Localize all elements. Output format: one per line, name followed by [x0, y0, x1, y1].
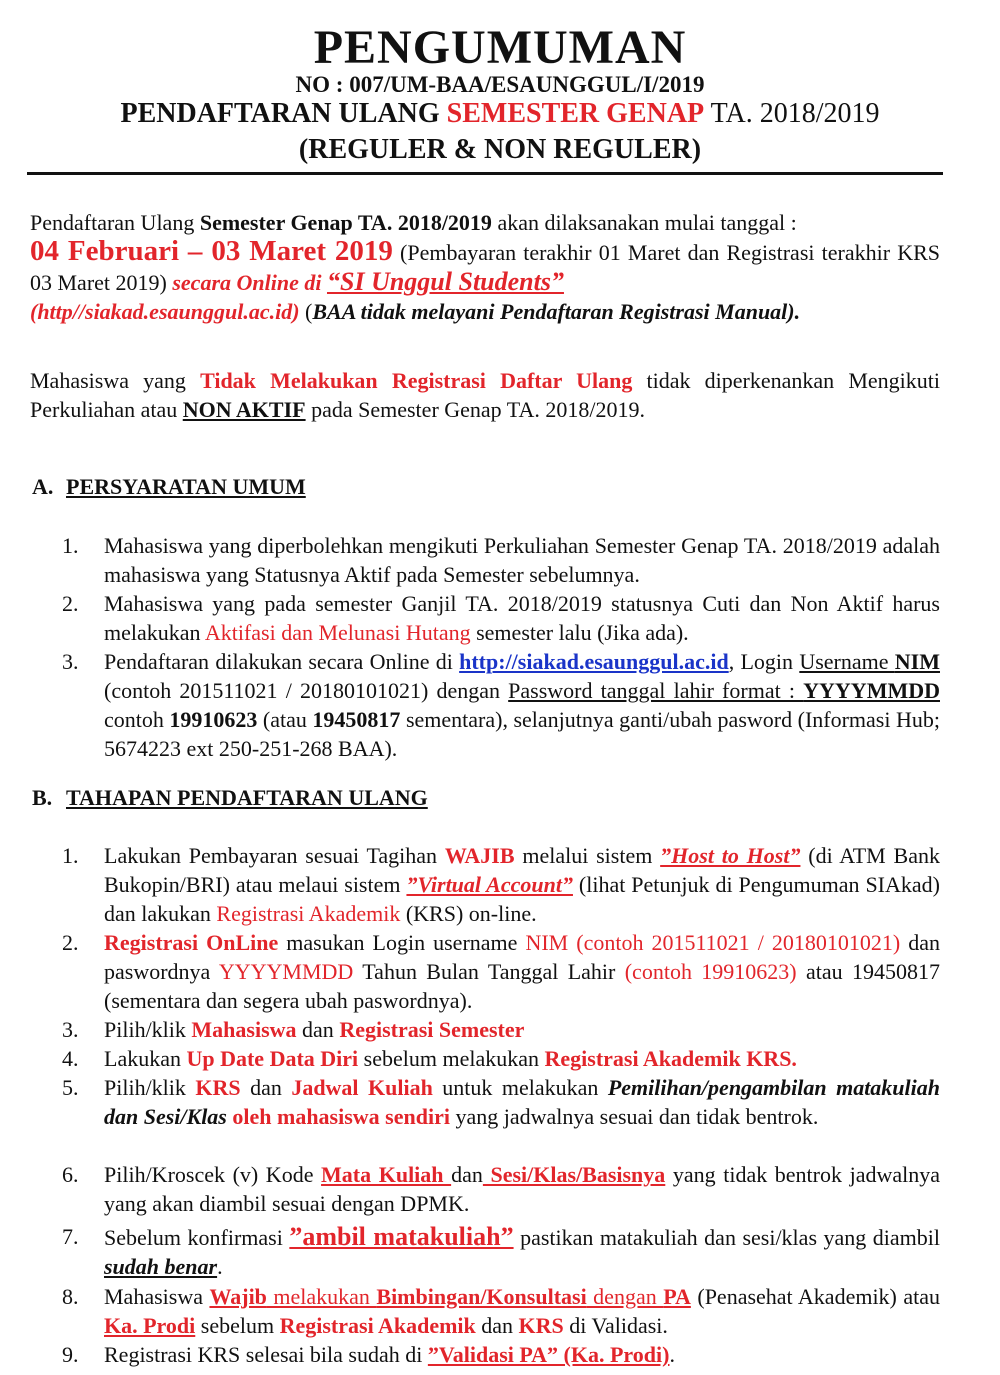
item-text: Tahun Bulan Tanggal Lahir — [353, 959, 625, 984]
item-highlight: ”Virtual Account” — [406, 872, 573, 897]
item-text: Sebelum konfirmasi — [104, 1225, 290, 1250]
item-text: dan — [451, 1162, 483, 1187]
section-title: TAHAPAN PENDAFTARAN ULANG — [66, 785, 428, 810]
item-text: (atau — [257, 707, 313, 732]
item-highlight: WAJIB — [444, 843, 515, 868]
siakad-url: (http//siakad.esaunggul.ac.id) — [30, 299, 300, 324]
item-number: 5. — [62, 1075, 79, 1100]
intro-semester: Semester Genap TA. 2018/2019 — [199, 210, 492, 235]
list-item — [62, 531, 940, 589]
notice-warning: Tidak Melakukan Registrasi Daftar Ulang — [200, 368, 633, 393]
item-text: sementara), selanjutnya ganti/ubah pasword (Informasi Hub; 5674223 ext 250-251-268 BAA). — [104, 707, 940, 761]
intro-online: secara Online di — [172, 270, 327, 295]
item-text: Password tanggal lahir format : — [508, 678, 804, 703]
baa-note: BAA tidak melayani Pendaftaran Registrasi Manual). — [312, 299, 801, 324]
subtitle-year: TA. 2018/2019 — [704, 98, 880, 129]
item-highlight: Registrasi Akademik — [216, 901, 401, 926]
list-item — [62, 589, 940, 647]
list-item — [62, 841, 940, 928]
item-highlight: Mahasiswa — [191, 1017, 297, 1042]
item-text: (lihat Petunjuk di Pengumuman SIAkad) dan lakukan — [104, 872, 940, 926]
item-text: dan — [240, 1075, 292, 1100]
item-number: 6. — [62, 1162, 79, 1187]
item-highlight: Aktifasi dan Melunasi Hutang — [204, 620, 471, 645]
subtitle-semester: SEMESTER GENAP — [446, 98, 705, 129]
list-item — [62, 1073, 940, 1131]
item-highlight: (contoh 19910623) — [624, 959, 797, 984]
item-highlight: dengan — [586, 1284, 664, 1309]
intro-text: Pendaftaran Ulang — [30, 210, 200, 235]
item-text: . — [217, 1254, 223, 1279]
item-highlight: NIM (contoh 201511021 / 20180101021) — [525, 930, 901, 955]
intro-paragraph — [30, 208, 940, 326]
item-text: Mahasiswa yang pada semester Ganjil TA. 2018/2019 statusnya Cuti dan Non Aktif harus melakukan — [104, 591, 940, 645]
item-number: 1. — [62, 533, 79, 558]
item-text: , Login — [728, 649, 800, 674]
item-highlight: Wajib — [209, 1284, 267, 1309]
item-number: 1. — [62, 843, 79, 868]
item-text: Mahasiswa — [104, 1284, 210, 1309]
item-text: contoh — [104, 707, 170, 732]
item-number: 4. — [62, 1046, 79, 1071]
item-text: pastikan matakuliah dan sesi/klas yang diambil — [513, 1225, 941, 1250]
item-text: sebelum melakukan — [358, 1046, 545, 1071]
item-highlight: Pemilihan/pengambilan matakuliah dan Sesi/Klas — [104, 1075, 940, 1129]
item-number: 7. — [62, 1224, 79, 1249]
item-text: Pilih/klik — [104, 1017, 192, 1042]
item-text: dan — [296, 1017, 340, 1042]
item-text: sebelum — [195, 1313, 280, 1338]
non-aktif: NON AKTIF — [182, 397, 306, 422]
item-highlight: ”Host to Host” — [660, 843, 801, 868]
item-highlight: Mata Kuliah — [321, 1162, 452, 1187]
subtitle-part: PENDAFTARAN ULANG — [120, 98, 447, 129]
item-highlight: melakukan — [266, 1284, 377, 1309]
announcement-title: PENGUMUMAN — [313, 21, 687, 74]
item-highlight: ”ambil matakuliah” — [289, 1222, 514, 1251]
notice-text: tidak diperkenankan Mengikuti Perkuliahan atau — [30, 368, 940, 422]
list-item — [62, 1015, 940, 1044]
item-highlight: Jadwal Kuliah — [291, 1075, 433, 1100]
item-text: atau 19450817 (sementara dan segera ubah paswordnya). — [104, 959, 940, 1013]
list-item — [62, 928, 940, 1015]
item-highlight: Up Date Data Diri — [186, 1046, 359, 1071]
announcement-number: NO : 007/UM-BAA/ESAUNGGUL/I/2019 — [295, 72, 705, 97]
item-text: yang jadwalnya sesuai dan tidak bentrok. — [449, 1104, 819, 1129]
intro-text: akan dilaksanakan mulai tanggal : — [491, 210, 797, 235]
item-number: 8. — [62, 1284, 79, 1309]
item-text: dan paswordnya — [104, 930, 940, 984]
item-text: Username — [799, 649, 895, 674]
item-text: Lakukan — [104, 1046, 187, 1071]
item-highlight: ”Validasi PA” (Ka. Prodi) — [427, 1342, 670, 1367]
item-text: masukan Login username — [278, 930, 526, 955]
siakad-link[interactable]: http://siakad.esaunggul.ac.id — [459, 649, 729, 674]
section-b-heading — [32, 785, 428, 811]
item-number: 2. — [62, 591, 79, 616]
item-highlight: 19450817 — [312, 707, 401, 732]
item-text: untuk melakukan — [432, 1075, 608, 1100]
item-highlight: sudah benar — [104, 1254, 218, 1279]
notice-text: pada Semester Genap TA. 2018/2019. — [305, 397, 645, 422]
item-highlight: KRS — [195, 1075, 241, 1100]
item-text: Pendaftaran dilakukan secara Online di — [104, 649, 460, 674]
section-title: PERSYARATAN UMUM — [66, 474, 306, 499]
list-item — [62, 1340, 940, 1369]
item-text: Lakukan Pembayaran sesuai Tagihan — [104, 843, 445, 868]
item-highlight: Bimbingan/Konsultasi — [376, 1284, 587, 1309]
item-highlight: Sesi/Klas/Basisnya — [482, 1162, 666, 1187]
notice-text: Mahasiswa yang — [30, 368, 201, 393]
item-highlight: YYYYMMDD — [803, 678, 940, 703]
item-text: semester lalu (Jika ada). — [470, 620, 689, 645]
item-highlight: Ka. Prodi — [104, 1313, 196, 1338]
item-highlight: PA — [663, 1284, 691, 1309]
item-text: Pilih/Kroscek (v) Kode — [104, 1162, 322, 1187]
list-item — [62, 1044, 940, 1073]
item-text: (KRS) on-line. — [400, 901, 537, 926]
list-item — [62, 1282, 940, 1340]
announcement-program: (REGULER & NON REGULER) — [298, 134, 702, 165]
intro-text: (Pembayaran terakhir 01 Maret dan Registrasi terakhir KRS 03 Maret 2019) — [30, 240, 940, 295]
item-highlight: Registrasi Semester — [339, 1017, 525, 1042]
item-text: di Validasi. — [563, 1313, 668, 1338]
item-text: yang tidak bentrok jadwalnya yang akan diambil sesuai dengan DPMK. — [104, 1162, 940, 1216]
item-text: (contoh 201511021 / 20180101021) dengan — [104, 678, 509, 703]
item-highlight: oleh mahasiswa sendiri — [226, 1104, 450, 1129]
si-unggul-students: “SI Unggul Students” — [326, 267, 564, 296]
item-number: 9. — [62, 1342, 79, 1367]
section-letter: A. — [32, 474, 54, 499]
item-highlight: KRS — [518, 1313, 564, 1338]
notice-paragraph — [30, 366, 940, 424]
section-letter: B. — [32, 785, 53, 810]
item-highlight: Registrasi Akademik — [279, 1313, 476, 1338]
item-text: melalui sistem — [514, 843, 661, 868]
registration-dates: 04 Februari – 03 Maret 2019 — [30, 235, 393, 267]
announcement-subtitle — [0, 98, 1000, 130]
section-a-heading — [32, 474, 306, 500]
item-highlight: Registrasi OnLine — [104, 930, 279, 955]
header-divider — [27, 172, 943, 175]
item-highlight: Registrasi Akademik KRS. — [544, 1046, 797, 1071]
item-text: Pilih/klik — [104, 1075, 196, 1100]
item-number: 2. — [62, 930, 79, 955]
item-number: 3. — [62, 1017, 79, 1042]
item-text: . — [669, 1342, 675, 1367]
list-item — [62, 647, 940, 763]
item-highlight: YYYYMMDD — [218, 959, 354, 984]
intro-text: ( — [299, 299, 313, 324]
list-item — [62, 1160, 940, 1218]
list-item — [62, 1222, 940, 1281]
item-text: dan — [475, 1313, 519, 1338]
item-text: Mahasiswa yang diperbolehkan mengikuti Perkuliahan Semester Genap TA. 2018/2019 adalah mahasiswa yang Statusnya Aktif pada Semester sebelumnya. — [104, 533, 940, 587]
item-text: Registrasi KRS selesai bila sudah di — [104, 1342, 428, 1367]
item-highlight: 19910623 — [169, 707, 258, 732]
item-text: (di ATM Bank Bukopin/BRI) atau melaui sistem — [104, 843, 940, 897]
item-number: 3. — [62, 649, 79, 674]
item-text: (Penasehat Akademik) atau — [690, 1284, 940, 1309]
item-highlight: NIM — [894, 649, 940, 674]
